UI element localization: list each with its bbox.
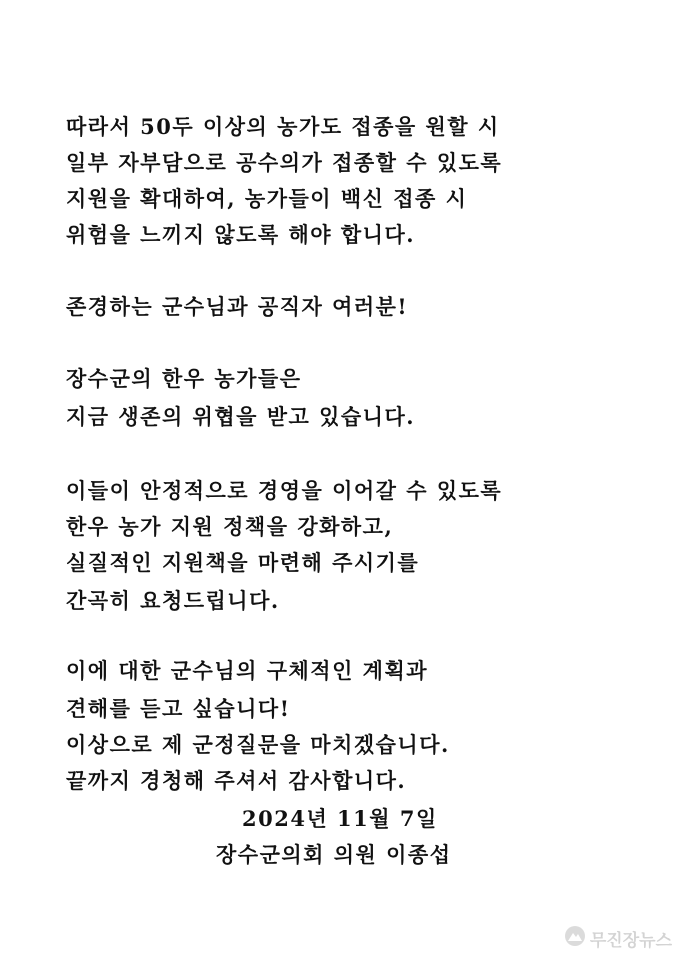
watermark [564,925,672,952]
watermark-text: 무진장뉴스 [589,931,672,951]
body-line: 일부 자부담으로 공수의가 접종할 수 있도록 [66,150,503,175]
signature: 장수군의회 의원 이종섭 [216,842,452,867]
body-line: 존경하는 군수님과 공직자 여러분! [66,294,409,319]
body-line: 지금 생존의 위협을 받고 있습니다. [66,404,416,429]
body-line: 이상으로 제 군정질문을 마치겠습니다. [66,732,450,757]
document-date: 2024년 11월 7일 [242,806,438,831]
body-line: 한우 농가 지원 정책을 강화하고, [66,514,394,539]
body-line: 위험을 느끼지 않도록 해야 합니다. [66,222,416,247]
body-line: 끝까지 경청해 주셔서 감사합니다. [66,768,407,793]
body-line: 지원을 확대하여, 농가들이 백신 접종 시 [66,186,468,211]
mountain-logo-icon [564,925,586,952]
body-line: 실질적인 지원책을 마련해 주시기를 [66,550,420,575]
body-line: 견해를 듣고 싶습니다! [66,696,291,721]
body-line: 이들이 안정적으로 경영을 이어갈 수 있도록 [66,478,503,503]
body-line: 간곡히 요청드립니다. [66,588,280,613]
body-line: 따라서 50두 이상의 농가도 접종을 원할 시 [66,114,500,139]
body-line: 장수군의 한우 농가들은 [66,366,302,391]
body-line: 이에 대한 군수님의 구체적인 계획과 [66,658,429,683]
